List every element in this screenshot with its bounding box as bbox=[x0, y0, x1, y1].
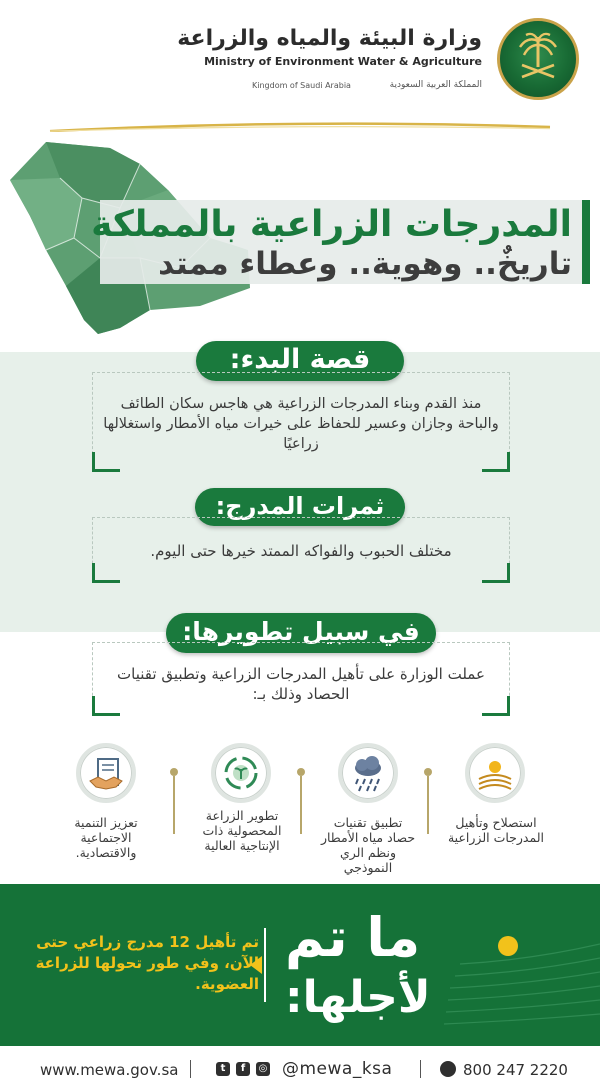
recycle-plant-icon bbox=[221, 753, 261, 793]
step-3-icon-circle bbox=[211, 743, 271, 803]
development-heading: في سبيل تطويرها: bbox=[166, 613, 436, 653]
corner-bracket bbox=[482, 563, 510, 583]
ministry-logo bbox=[497, 18, 579, 100]
title-line-2: تاريخٌ.. وهوية.. وعطاء ممتد bbox=[158, 246, 572, 282]
separator-line bbox=[427, 776, 429, 834]
origin-text: منذ القدم وبناء المدرجات الزراعية هي هاجس سكان الطائف والباحة وجازان وعسير للحفاظ على خيرات مياه الأمطار واستغلالها زراعيًا bbox=[103, 396, 499, 452]
field-sun-icon bbox=[475, 753, 515, 793]
title-box bbox=[91, 200, 590, 284]
separator-dot bbox=[297, 768, 305, 776]
development-text: عملت الوزارة على تأهيل المدرجات الزراعية وتطبيق تقنيات الحصاد وذلك بـ: bbox=[117, 665, 485, 703]
footer-separator bbox=[420, 1060, 421, 1078]
sun-decor bbox=[498, 936, 518, 956]
fruits-heading: ثمرات المدرج: bbox=[195, 488, 405, 526]
step-4-label: تعزيز التنمية الاجتماعية والاقتصادية. bbox=[74, 815, 138, 860]
header bbox=[0, 0, 600, 120]
achievement-divider bbox=[264, 928, 266, 1002]
achievement-text: تم تأهيل 12 مدرج زراعي حتى الآن، وفي طور تحولها للزراعة العضوية. bbox=[35, 933, 259, 993]
corner-bracket bbox=[92, 563, 120, 583]
palm-swords-icon bbox=[500, 21, 576, 97]
corner-bracket bbox=[92, 452, 120, 472]
separator-dot bbox=[170, 768, 178, 776]
footer bbox=[0, 1046, 600, 1092]
kingdom-row bbox=[252, 80, 482, 94]
twitter-icon[interactable]: t bbox=[216, 1062, 230, 1076]
step-1-icon-circle bbox=[465, 743, 525, 803]
gold-divider bbox=[0, 122, 600, 132]
origin-heading: قصة البدء: bbox=[196, 341, 404, 381]
step-2-icon-circle bbox=[338, 743, 398, 803]
facebook-icon[interactable]: f bbox=[236, 1062, 250, 1076]
separator-line bbox=[173, 776, 175, 834]
step-3-label: تطوير الزراعة المحصولية ذات الإنتاجية العالية bbox=[202, 808, 282, 853]
footer-separator bbox=[190, 1060, 191, 1078]
website-link[interactable]: www.mewa.gov.sa bbox=[40, 1061, 179, 1079]
handshake-document-icon bbox=[86, 753, 126, 793]
title-line-1: المدرجات الزراعية بالمملكة bbox=[91, 204, 572, 245]
title-accent-bar bbox=[582, 200, 590, 284]
separator-dot bbox=[424, 768, 432, 776]
step-4-icon-circle bbox=[76, 743, 136, 803]
ministry-name-english: Ministry of Environment Water & Agriculture bbox=[204, 55, 482, 68]
fruits-text: مختلف الحبوب والفواكه الممتد خيرها حتى اليوم. bbox=[150, 542, 452, 560]
phone-number[interactable]: 800 247 2220 bbox=[463, 1061, 568, 1079]
achievement-heading-line-1: ما تم bbox=[285, 906, 421, 969]
ministry-name-arabic: وزارة البيئة والمياه والزراعة bbox=[177, 26, 482, 51]
corner-bracket bbox=[482, 452, 510, 472]
kingdom-name-arabic: المملكة العربية السعودية bbox=[389, 80, 482, 90]
kingdom-name-english: Kingdom of Saudi Arabia bbox=[252, 81, 351, 90]
rain-cloud-icon bbox=[348, 753, 388, 793]
achievement-heading-line-2: لأجلها: bbox=[285, 972, 431, 1023]
instagram-icon[interactable]: ◎ bbox=[256, 1062, 270, 1076]
step-2-label: تطبيق تقنيات حصاد مياه الأمطار ونظم الري النموذجي bbox=[320, 815, 416, 875]
social-handle[interactable]: @mewa_ksa bbox=[282, 1059, 393, 1079]
phone-icon bbox=[440, 1061, 456, 1077]
step-1-label: استصلاح وتأهيل المدرجات الزراعية bbox=[447, 815, 544, 845]
separator-line bbox=[300, 776, 302, 834]
achievement-section bbox=[0, 884, 600, 1046]
